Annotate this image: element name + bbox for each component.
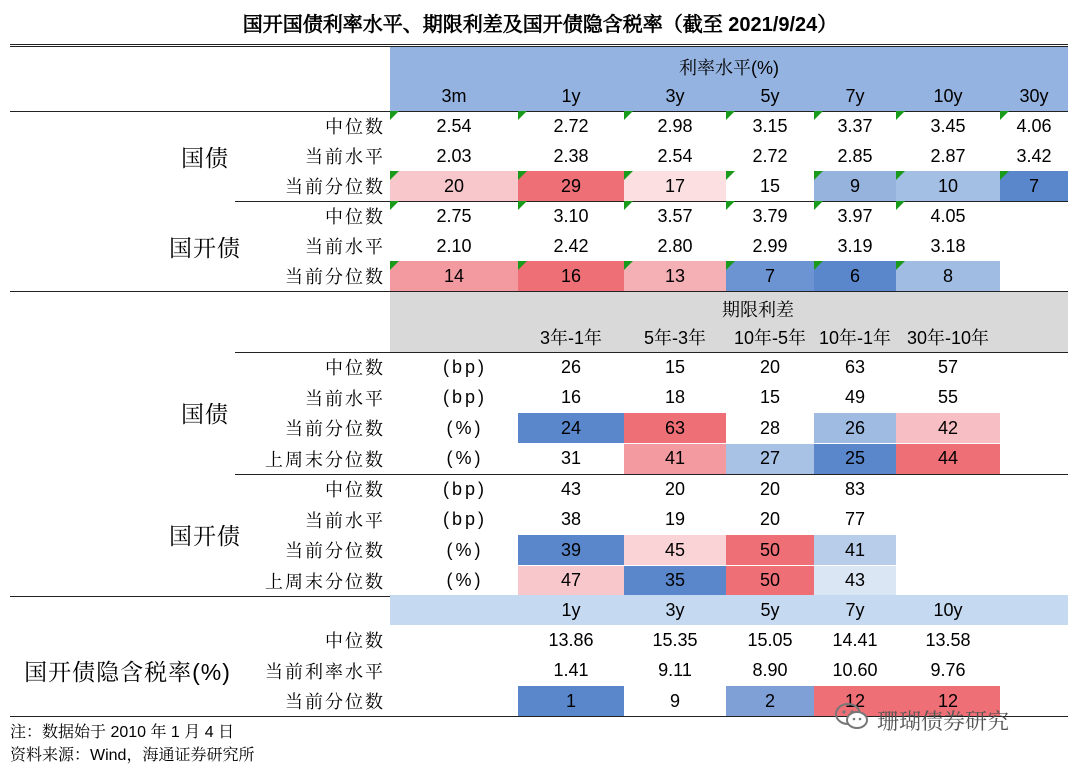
spread-column-header: 30年-10年 xyxy=(906,328,990,348)
green-flag-marker xyxy=(814,261,823,270)
table-cell: 2.54 xyxy=(657,145,693,166)
green-flag-marker xyxy=(814,201,823,210)
table-cell: 31 xyxy=(518,444,624,474)
watermark-text: 珊瑚债券研究 xyxy=(877,708,1010,734)
table-cell: 28 xyxy=(726,413,814,443)
title-top-line xyxy=(10,44,1068,45)
source-note: 资料来源：Wind，海通证券研究所 xyxy=(10,747,255,764)
table-cell: 17 xyxy=(624,171,726,201)
green-flag-marker xyxy=(390,201,399,210)
spread-column-header: 5年-3年 xyxy=(643,328,706,348)
table-cell: 35 xyxy=(624,566,726,596)
green-flag-marker xyxy=(896,201,905,210)
table-cell: 1 xyxy=(518,686,624,716)
rate-section-header: 利率水平(%) xyxy=(679,58,779,78)
table-cell: 3.45 xyxy=(930,115,966,136)
table-cell: 10 xyxy=(896,171,1000,201)
table-cell: 9 xyxy=(814,171,896,201)
table-cell: 26 xyxy=(814,413,896,443)
table-cell: 42 xyxy=(896,413,1000,443)
table-cell: 9.11 xyxy=(658,660,692,680)
unit-label: (bp) xyxy=(442,387,487,407)
green-flag-marker xyxy=(624,171,633,180)
table-cell: 16 xyxy=(518,261,624,291)
green-flag-marker xyxy=(390,111,399,120)
table-cell: 50 xyxy=(726,535,814,565)
tax-tenor-header: 1y xyxy=(561,599,581,620)
table-cell: 2.87 xyxy=(930,145,966,166)
unit-label: (bp) xyxy=(442,356,487,377)
table-cell: 50 xyxy=(726,566,814,596)
table-cell: 8.90 xyxy=(752,660,788,680)
table-cell: 38 xyxy=(560,509,582,529)
table-cell: 3.79 xyxy=(752,205,788,226)
table-cell: 63 xyxy=(844,356,866,377)
green-flag-marker xyxy=(1000,111,1009,120)
table-cell: 7 xyxy=(1000,171,1068,201)
group-label: 国开债 xyxy=(169,234,241,261)
row-label: 中位数 xyxy=(325,480,385,500)
table-cell: 20 xyxy=(390,171,518,201)
table-cell: 43 xyxy=(560,478,582,499)
row-label: 当前水平 xyxy=(305,147,385,167)
green-flag-marker xyxy=(518,201,527,210)
table-cell: 2.10 xyxy=(436,235,472,256)
table-cell: 18 xyxy=(664,387,686,407)
group-label: 国债 xyxy=(181,144,229,171)
green-flag-marker xyxy=(896,171,905,180)
table-cell: 4.05 xyxy=(930,205,966,226)
table-cell: 29 xyxy=(518,171,624,201)
table-cell: 3.37 xyxy=(837,115,873,136)
table-cell: 16 xyxy=(560,387,582,407)
table-cell: 47 xyxy=(518,566,624,596)
tax-tenor-header: 7y xyxy=(845,599,865,620)
table-cell: 2.99 xyxy=(752,235,788,256)
row-label: 当前水平 xyxy=(305,510,385,531)
spread-column-header: 10年-5年 xyxy=(733,328,807,348)
unit-label: (bp) xyxy=(442,478,487,499)
table-cell: 2.42 xyxy=(553,235,589,256)
table-cell: 2.54 xyxy=(436,115,472,136)
row-label: 中位数 xyxy=(325,631,385,651)
table-cell: 3.19 xyxy=(837,235,873,256)
table-cell: 15 xyxy=(726,171,814,201)
table-cell: 26 xyxy=(560,356,582,377)
row-label: 上周末分位数 xyxy=(265,449,385,470)
row-label: 当前水平 xyxy=(305,237,385,257)
footnote: 注：数据始于 2010 年 1 月 4 日 xyxy=(10,724,235,741)
table-cell: 27 xyxy=(726,444,814,474)
table-cell: 44 xyxy=(896,444,1000,474)
tax-tenor-header: 5y xyxy=(760,599,780,620)
table-cell: 45 xyxy=(624,535,726,565)
table-cell: 20 xyxy=(759,356,781,377)
table-cell: 13.58 xyxy=(925,629,971,650)
unit-label: (%) xyxy=(446,448,484,468)
row-label: 当前分位数 xyxy=(285,177,385,197)
row-label: 中位数 xyxy=(325,358,385,378)
spread-section-header: 期限利差 xyxy=(722,300,794,320)
table-cell: 7 xyxy=(726,261,814,291)
table-cell: 15.05 xyxy=(747,629,793,650)
unit-label: (bp) xyxy=(442,509,487,529)
unit-label: (%) xyxy=(446,417,484,438)
table-cell: 2.98 xyxy=(657,115,693,136)
table-cell: 2.80 xyxy=(657,235,693,256)
table-cell: 20 xyxy=(759,509,781,529)
row-label: 上周末分位数 xyxy=(265,571,385,592)
table-title: 国开国债利率水平、期限利差及国开债隐含税率（截至 2021/9/24） xyxy=(242,13,838,36)
table-cell: 12 xyxy=(896,686,1000,716)
table-cell: 3.42 xyxy=(1016,145,1052,166)
table-cell: 83 xyxy=(844,478,866,499)
green-flag-marker xyxy=(624,111,633,120)
table-cell: 15 xyxy=(664,356,686,377)
green-flag-marker xyxy=(726,261,735,270)
green-flag-marker xyxy=(624,261,633,270)
spread-column-header: 10年-1年 xyxy=(818,328,892,348)
table-cell: 15.35 xyxy=(652,629,698,650)
group-label: 国开债 xyxy=(169,522,241,549)
table-cell: 2.72 xyxy=(752,145,788,166)
table-cell: 3.97 xyxy=(837,205,873,226)
table-cell: 13.86 xyxy=(548,629,594,650)
table-cell: 41 xyxy=(624,444,726,474)
table-cell: 55 xyxy=(937,387,959,407)
group-label: 国开债隐含税率(%) xyxy=(24,659,231,685)
green-flag-marker xyxy=(896,261,905,270)
table-cell: 4.06 xyxy=(1016,115,1052,136)
row-label: 当前分位数 xyxy=(285,267,385,287)
table-cell: 3.10 xyxy=(553,205,589,226)
table-cell: 8 xyxy=(896,261,1000,291)
row-label: 当前分位数 xyxy=(285,419,385,439)
table-cell: 39 xyxy=(518,535,624,565)
table-cell: 6 xyxy=(814,261,896,291)
table-cell: 25 xyxy=(814,444,896,474)
green-flag-marker xyxy=(726,111,735,120)
table-cell: 3.15 xyxy=(752,115,788,136)
tax-tenor-header: 10y xyxy=(933,599,963,620)
rate-tenor-header: 30y xyxy=(1019,85,1049,106)
green-flag-marker xyxy=(726,171,735,180)
tax-tenor-header: 3y xyxy=(665,599,685,620)
table-cell: 24 xyxy=(518,413,624,443)
table-cell: 2 xyxy=(726,686,814,716)
green-flag-marker xyxy=(726,201,735,210)
green-flag-marker xyxy=(390,261,399,270)
table-cell: 19 xyxy=(664,509,686,529)
green-flag-marker xyxy=(518,261,527,270)
row-label: 当前水平 xyxy=(305,388,385,409)
table-cell: 13 xyxy=(624,261,726,291)
table-cell: 43 xyxy=(814,566,896,596)
unit-label: (%) xyxy=(446,570,484,590)
table-cell: 2.85 xyxy=(837,145,873,166)
row-label: 中位数 xyxy=(325,207,385,227)
table-cell: 2.72 xyxy=(553,115,589,136)
table-cell: 2.38 xyxy=(553,145,589,166)
table-cell: 3.57 xyxy=(657,205,693,226)
table-cell: 77 xyxy=(844,509,866,529)
spread-column-header: 3年-1年 xyxy=(539,328,602,348)
green-flag-marker xyxy=(624,201,633,210)
group-label: 国债 xyxy=(181,400,229,427)
row-label: 当前分位数 xyxy=(285,692,385,712)
table-cell: 9.76 xyxy=(930,660,966,680)
rate-tenor-header: 10y xyxy=(933,85,963,106)
wechat-icon xyxy=(835,702,869,738)
green-flag-marker xyxy=(518,171,527,180)
table-cell: 3.18 xyxy=(930,235,966,256)
row-label: 中位数 xyxy=(325,117,385,137)
rate-tenor-header: 5y xyxy=(760,85,780,106)
table-cell: 63 xyxy=(624,413,726,443)
green-flag-marker xyxy=(518,111,527,120)
table-cell: 2.75 xyxy=(436,205,472,226)
row-label: 当前利率水平 xyxy=(265,661,385,682)
table-cell: 57 xyxy=(937,356,959,377)
table-cell: 12 xyxy=(814,686,896,716)
table-cell: 20 xyxy=(759,478,781,499)
table-cell: 14.41 xyxy=(832,629,878,650)
rate-tenor-header: 3y xyxy=(665,85,685,106)
table-cell: 20 xyxy=(664,478,686,499)
table-cell: 10.60 xyxy=(832,660,878,680)
green-flag-marker xyxy=(814,171,823,180)
table-cell: 49 xyxy=(844,387,866,407)
table-cell: 14 xyxy=(390,261,518,291)
green-flag-marker xyxy=(814,111,823,120)
rate-tenor-header: 3m xyxy=(441,85,467,106)
row-label: 当前分位数 xyxy=(285,541,385,561)
rate-tenor-header: 1y xyxy=(561,85,581,106)
table-cell: 41 xyxy=(814,535,896,565)
green-flag-marker xyxy=(896,111,905,120)
table-cell: 15 xyxy=(759,387,781,407)
rate-tenor-header: 7y xyxy=(845,85,865,106)
table-cell: 2.03 xyxy=(436,145,472,166)
unit-label: (%) xyxy=(446,539,484,560)
table-cell: 1.41 xyxy=(553,660,589,680)
green-flag-marker xyxy=(1000,171,1009,180)
watermark xyxy=(835,700,1065,740)
green-flag-marker xyxy=(390,171,399,180)
table-cell: 9 xyxy=(624,686,726,716)
